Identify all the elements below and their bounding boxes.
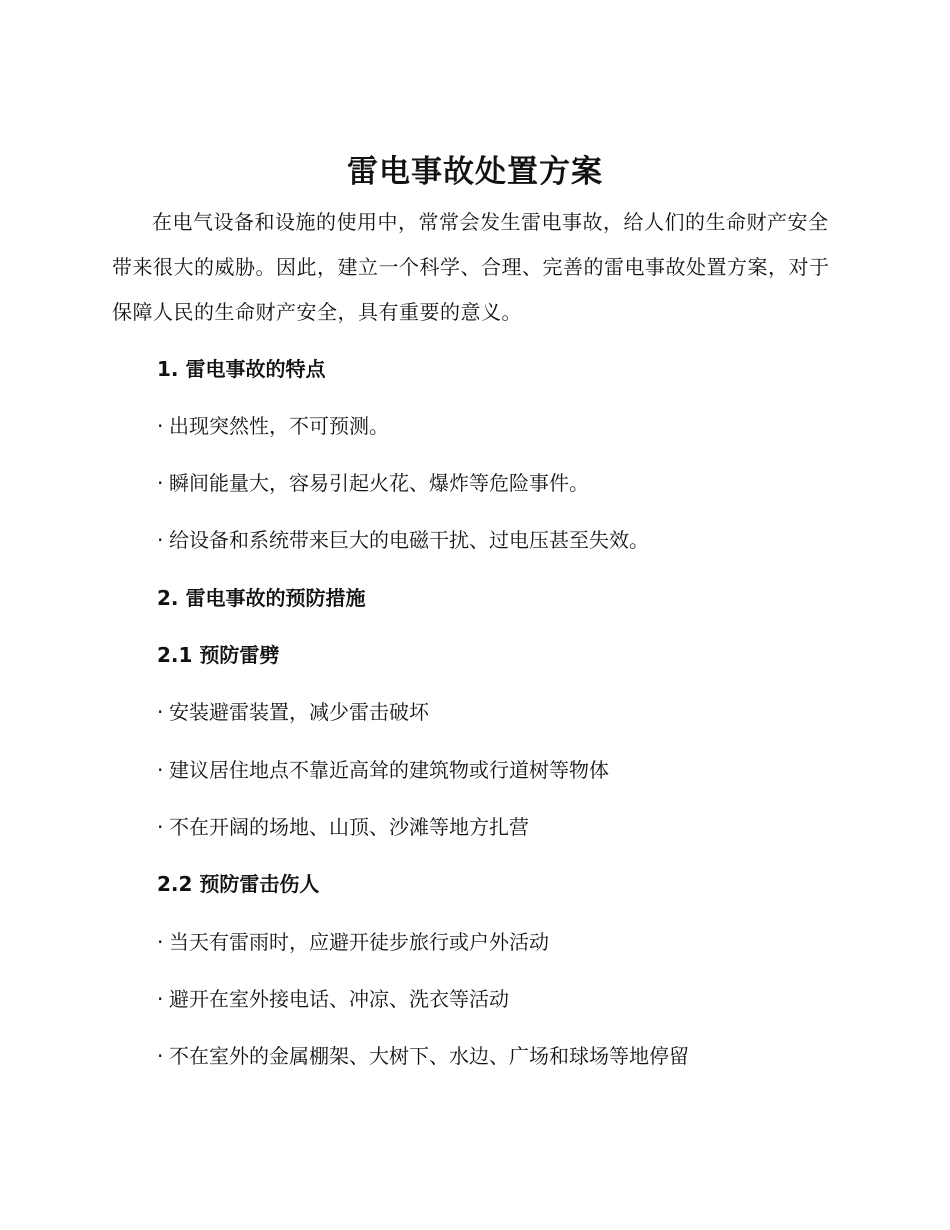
section-2-heading: 2. 雷电事故的预防措施 bbox=[157, 586, 366, 610]
list-item bbox=[157, 927, 549, 957]
list-item-text: 安装避雷装置，减少雷击破坏 bbox=[169, 700, 429, 724]
list-item-text: 不在开阔的场地、山顶、沙滩等地方扎营 bbox=[169, 815, 529, 839]
list-item bbox=[157, 697, 429, 727]
list-item bbox=[157, 755, 609, 785]
bullet-icon: · bbox=[157, 1044, 164, 1068]
list-item-text: 避开在室外接电话、冲凉、洗衣等活动 bbox=[169, 987, 509, 1011]
bullet-icon: · bbox=[157, 815, 164, 839]
intro-paragraph: 在电气设备和设施的使用中，常常会发生雷电事故，给人们的生命财产安全带来很大的威胁。因此，建立一个科学、合理、完善的雷电事故处置方案，对于保障人民的生命财产安全，具有重要的意义。 bbox=[112, 210, 830, 324]
list-item-text: 给设备和系统带来巨大的电磁干扰、过电压甚至失效。 bbox=[169, 528, 649, 552]
list-item bbox=[157, 411, 389, 441]
bullet-icon: · bbox=[157, 700, 164, 724]
list-item bbox=[157, 1041, 689, 1071]
subsection-2-2-heading: 2.2 预防雷击伤人 bbox=[157, 872, 320, 896]
list-item-text: 出现突然性，不可预测。 bbox=[169, 414, 389, 438]
bullet-icon: · bbox=[157, 414, 164, 438]
subsection-2-1-heading: 2.1 预防雷劈 bbox=[157, 643, 280, 667]
bullet-icon: · bbox=[157, 987, 164, 1011]
section-1-heading: 1. 雷电事故的特点 bbox=[157, 357, 326, 381]
bullet-icon: · bbox=[157, 528, 164, 552]
list-item-text: 建议居住地点不靠近高耸的建筑物或行道树等物体 bbox=[169, 758, 609, 782]
bullet-icon: · bbox=[157, 930, 164, 954]
bullet-icon: · bbox=[157, 758, 164, 782]
list-item-text: 当天有雷雨时，应避开徒步旅行或户外活动 bbox=[169, 930, 549, 954]
list-item bbox=[157, 468, 589, 498]
list-item bbox=[157, 525, 649, 555]
page-title: 雷电事故处置方案 bbox=[347, 154, 603, 190]
list-item bbox=[157, 812, 529, 842]
list-item bbox=[157, 984, 509, 1014]
list-item-text: 不在室外的金属棚架、大树下、水边、广场和球场等地停留 bbox=[169, 1044, 689, 1068]
list-item-text: 瞬间能量大，容易引起火花、爆炸等危险事件。 bbox=[169, 471, 589, 495]
bullet-icon: · bbox=[157, 471, 164, 495]
